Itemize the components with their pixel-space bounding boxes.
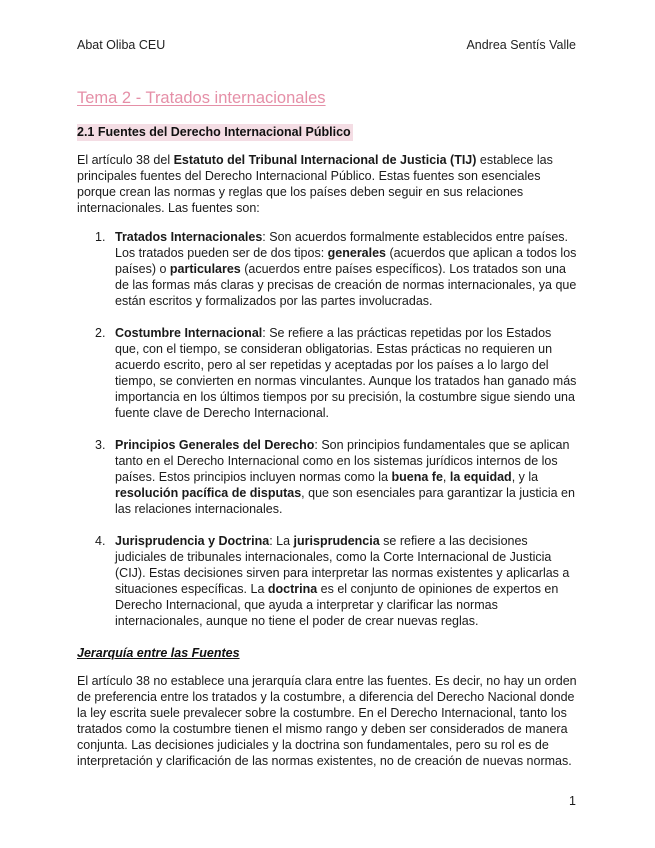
term-bold: Principios Generales del Derecho [115,438,315,452]
list-item-jurisprudence [77,533,577,629]
page-number: 1 [569,794,576,808]
term-bold: jurisprudencia [293,534,380,548]
intro-bold-statute: Estatuto del Tribunal Internacional de Justicia (TIJ) [173,153,477,167]
list-text: : Son principios fundamentales que se aplican tanto en el Derecho Internacional como en los sistemas jurídicos internos de los países. Estos principios incluyen normas como la [115,438,570,484]
term-bold: generales [327,246,387,260]
term-bold: Costumbre Internacional [115,326,263,340]
term-bold: resolución pacífica de disputas [115,486,302,500]
list-text: : Son acuerdos formalmente establecidos entre países. Los tratados pueden ser de dos tipos: [115,230,569,260]
list-text: , que son esenciales para garantizar la justicia en las relaciones internacionales. [115,486,575,516]
list-text: es el conjunto de opiniones de expertos en Derecho Internacional, que ayuda a interpretar y clarificar las normas internacionales, aunque no tiene el poder de crear nuevas reglas. [115,582,559,628]
list-text: : Se refiere a las prácticas repetidas por los Estados que, con el tiempo, se consideran obligatorias. Estas prácticas no requieren un acuerdo escrito, pero al ser repetidas y aceptadas por los países a lo largo del tiempo, se convierten en normas vinculantes. Aunque los tratados han ganado más importancia en los últimos tiempos por su precisión, la costumbre sigue siendo una fuente clave de Derecho Internacional. [115,326,577,420]
list-number: 3. [95,438,106,452]
header-author: Andrea Sentís Valle [466,38,576,52]
section-heading: 2.1 Fuentes del Derecho Internacional Público [77,125,351,139]
term-bold: buena fe [391,470,443,484]
list-item-principles [77,437,577,517]
list-text: : La [269,534,294,548]
list-text: (acuerdos que aplican a todos los países) o [115,246,577,276]
hierarchy-heading: Jerarquía entre las Fuentes [77,646,240,660]
header-institution: Abat Oliba CEU [77,38,166,52]
intro-text: El artículo 38 del [77,153,174,167]
intro-paragraph [77,152,577,216]
list-text: , y la [511,470,539,484]
list-text: , [442,470,450,484]
list-number: 4. [95,534,106,548]
list-number: 2. [95,326,106,340]
sources-list [77,229,577,645]
term-bold: la equidad [449,470,512,484]
term-bold: Jurisprudencia y Doctrina [115,534,270,548]
list-item-custom [77,325,577,421]
term-bold: doctrina [267,582,318,596]
hierarchy-paragraph: El artículo 38 no establece una jerarquía clara entre las fuentes. Es decir, no hay un orden de preferencia entre los tratados y la costumbre, a diferencia del Derecho Nacional donde la ley escrita suele prevalecer sobre la costumbre. En el Derecho Internacional, tanto los tratados como la costumbre tienen el mismo rango y deben ser considerados de manera conjunta. Las decisiones judiciales y la doctrina son fundamentales, pero su rol es de interpretación y clarificación de las normas existentes, no de creación de nuevas normas. [77,674,577,768]
list-item-treaties [77,229,577,309]
term-bold: particulares [169,262,241,276]
list-number: 1. [95,230,106,244]
list-text: (acuerdos entre países específicos). Los tratados son una de las formas más claras y precisas de creación de normas internacionales, ya que están escritos y formalizados por las partes involucradas. [115,262,577,308]
term-bold: Tratados Internacionales [115,230,263,244]
list-text: se refiere a las decisiones judiciales de tribunales internacionales, como la Corte Internacional de Justicia (CIJ). Estas decisiones sirven para interpretar las normas existentes y aplicarlas a situaciones específicas. La [115,534,570,596]
document-title: Tema 2 - Tratados internacionales [77,89,326,107]
intro-text: establece las principales fuentes del Derecho Internacional Público. Estas fuentes son esenciales porque crean las normas y reglas que los países deben seguir en sus relaciones internacionales. Las fuentes son: [77,153,553,215]
